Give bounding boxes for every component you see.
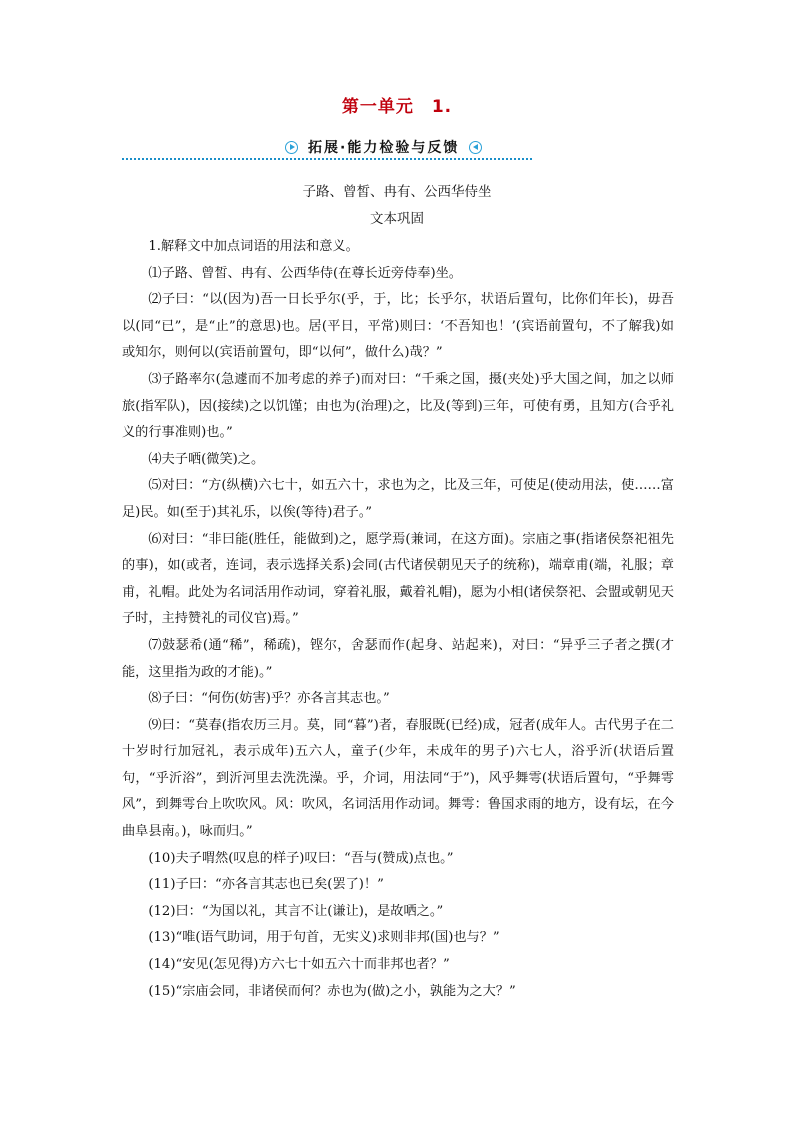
section-title: 文本巩固 bbox=[370, 211, 424, 227]
section-banner bbox=[122, 134, 532, 162]
play-right-icon bbox=[285, 141, 298, 154]
paragraph: (12)曰：“为国以礼，其言不让(谦让)，是故哂之。” bbox=[148, 903, 444, 919]
unit-title: 第一单元 1. bbox=[341, 97, 453, 117]
paragraph: 1.解释文中加点词语的用法和意义。 bbox=[148, 239, 359, 254]
paragraph: ⑴子路、曾皙、冉有、公西华侍(在尊长近旁侍奉)坐。 bbox=[148, 265, 462, 281]
paragraph: (15)“宗庙会同，非诸侯而何？赤也为(做)之小，孰能为之大？” bbox=[148, 983, 516, 999]
paragraph: ⑼曰：“莫春(指农历三月。莫，同“暮”)者，春服既(已经)成，冠者(成年人。古代男子在二十岁时行加冠礼，表示成年)五六人，童子(少年，未成年的男子)六七人，浴乎沂(状语后置句，“乎沂浴”，到沂河里去洗洗澡。乎，介词，用法同“于”)，风乎舞雩(状语后置句，“乎舞雩风”，到舞雩台上吹吹风。风：吹风，名词活用作动词。舞雩：鲁国求雨的地方，设有坛，在今曲阜县南。)，咏而归。” bbox=[122, 717, 674, 840]
banner-label: 拓展·能力检验与反馈 bbox=[308, 140, 460, 156]
paragraph: ⑸对曰：“方(纵横)六七十，如五六十，求也为之，比及三年，可使足(使动用法，使……富足)民。如(至于)其礼乐，以俟(等待)君子。” bbox=[122, 478, 674, 520]
paragraph: ⑷夫子哂(微笑)之。 bbox=[148, 451, 265, 467]
play-left-icon bbox=[469, 141, 482, 154]
exercise-body bbox=[122, 234, 674, 1005]
paragraph: ⑶子路率尔(急遽而不加考虑的养子)而对曰：“千乘之国，摄(夹处)乎大国之间，加之以师旅(指军队)，因(接续)之以饥馑；由也为(治理)之，比及(等到)三年，可使有勇，且知方(合乎礼义的行事准则)也。” bbox=[122, 371, 674, 441]
paragraph: (13)“唯(语气助词，用于句首，无实义)求则非邦(国)也与？” bbox=[148, 930, 500, 946]
paragraph: ⑺鼓瑟希(通“稀”，稀疏)，铿尔，舍瑟而作(起身、站起来)，对曰：“异乎三子者之撰(才能，这里指为政的才能)。” bbox=[122, 637, 674, 680]
paragraph: (11)子曰：“亦各言其志也已矣(罢了)！” bbox=[148, 877, 384, 893]
paragraph: (10)夫子喟然(叹息的样子)叹曰：“吾与(赞成)点也。” bbox=[148, 850, 454, 866]
dotted-divider bbox=[122, 158, 532, 160]
paragraph: ⑹对曰：“非曰能(胜任，能做到)之，愿学焉(兼词，在这方面)。宗庙之事(指诸侯祭祀祖先的事)，如(或者，连词，表示选择关系)会同(古代诸侯朝见天子的统称)，端章甫(端，礼服；章甫，礼帽。此处为名词活用作动词，穿着礼服，戴着礼帽)，愿为小相(诸侯祭祀、会盟或朝见天子时，主持赞礼的司仪官)焉。” bbox=[122, 531, 674, 627]
paragraph: ⑵子曰：“以(因为)吾一日长乎尔(乎，于，比；长乎尔，状语后置句，比你们年长)，毋吾以(同“已”，是“止”的意思)也。居(平日，平常)则曰：‘不吾知也！’(宾语前置句，不了解我)如或知尔，则何以(宾语前置句，即“以何”，做什么)哉？” bbox=[122, 292, 674, 361]
paragraph: ⑻子曰：“何伤(妨害)乎？亦各言其志也。” bbox=[148, 691, 390, 707]
paragraph: (14)“安见(怎见得)方六七十如五六十而非邦也者？” bbox=[148, 957, 450, 973]
lesson-title: 子路、曾皙、冉有、公西华侍坐 bbox=[302, 184, 492, 200]
